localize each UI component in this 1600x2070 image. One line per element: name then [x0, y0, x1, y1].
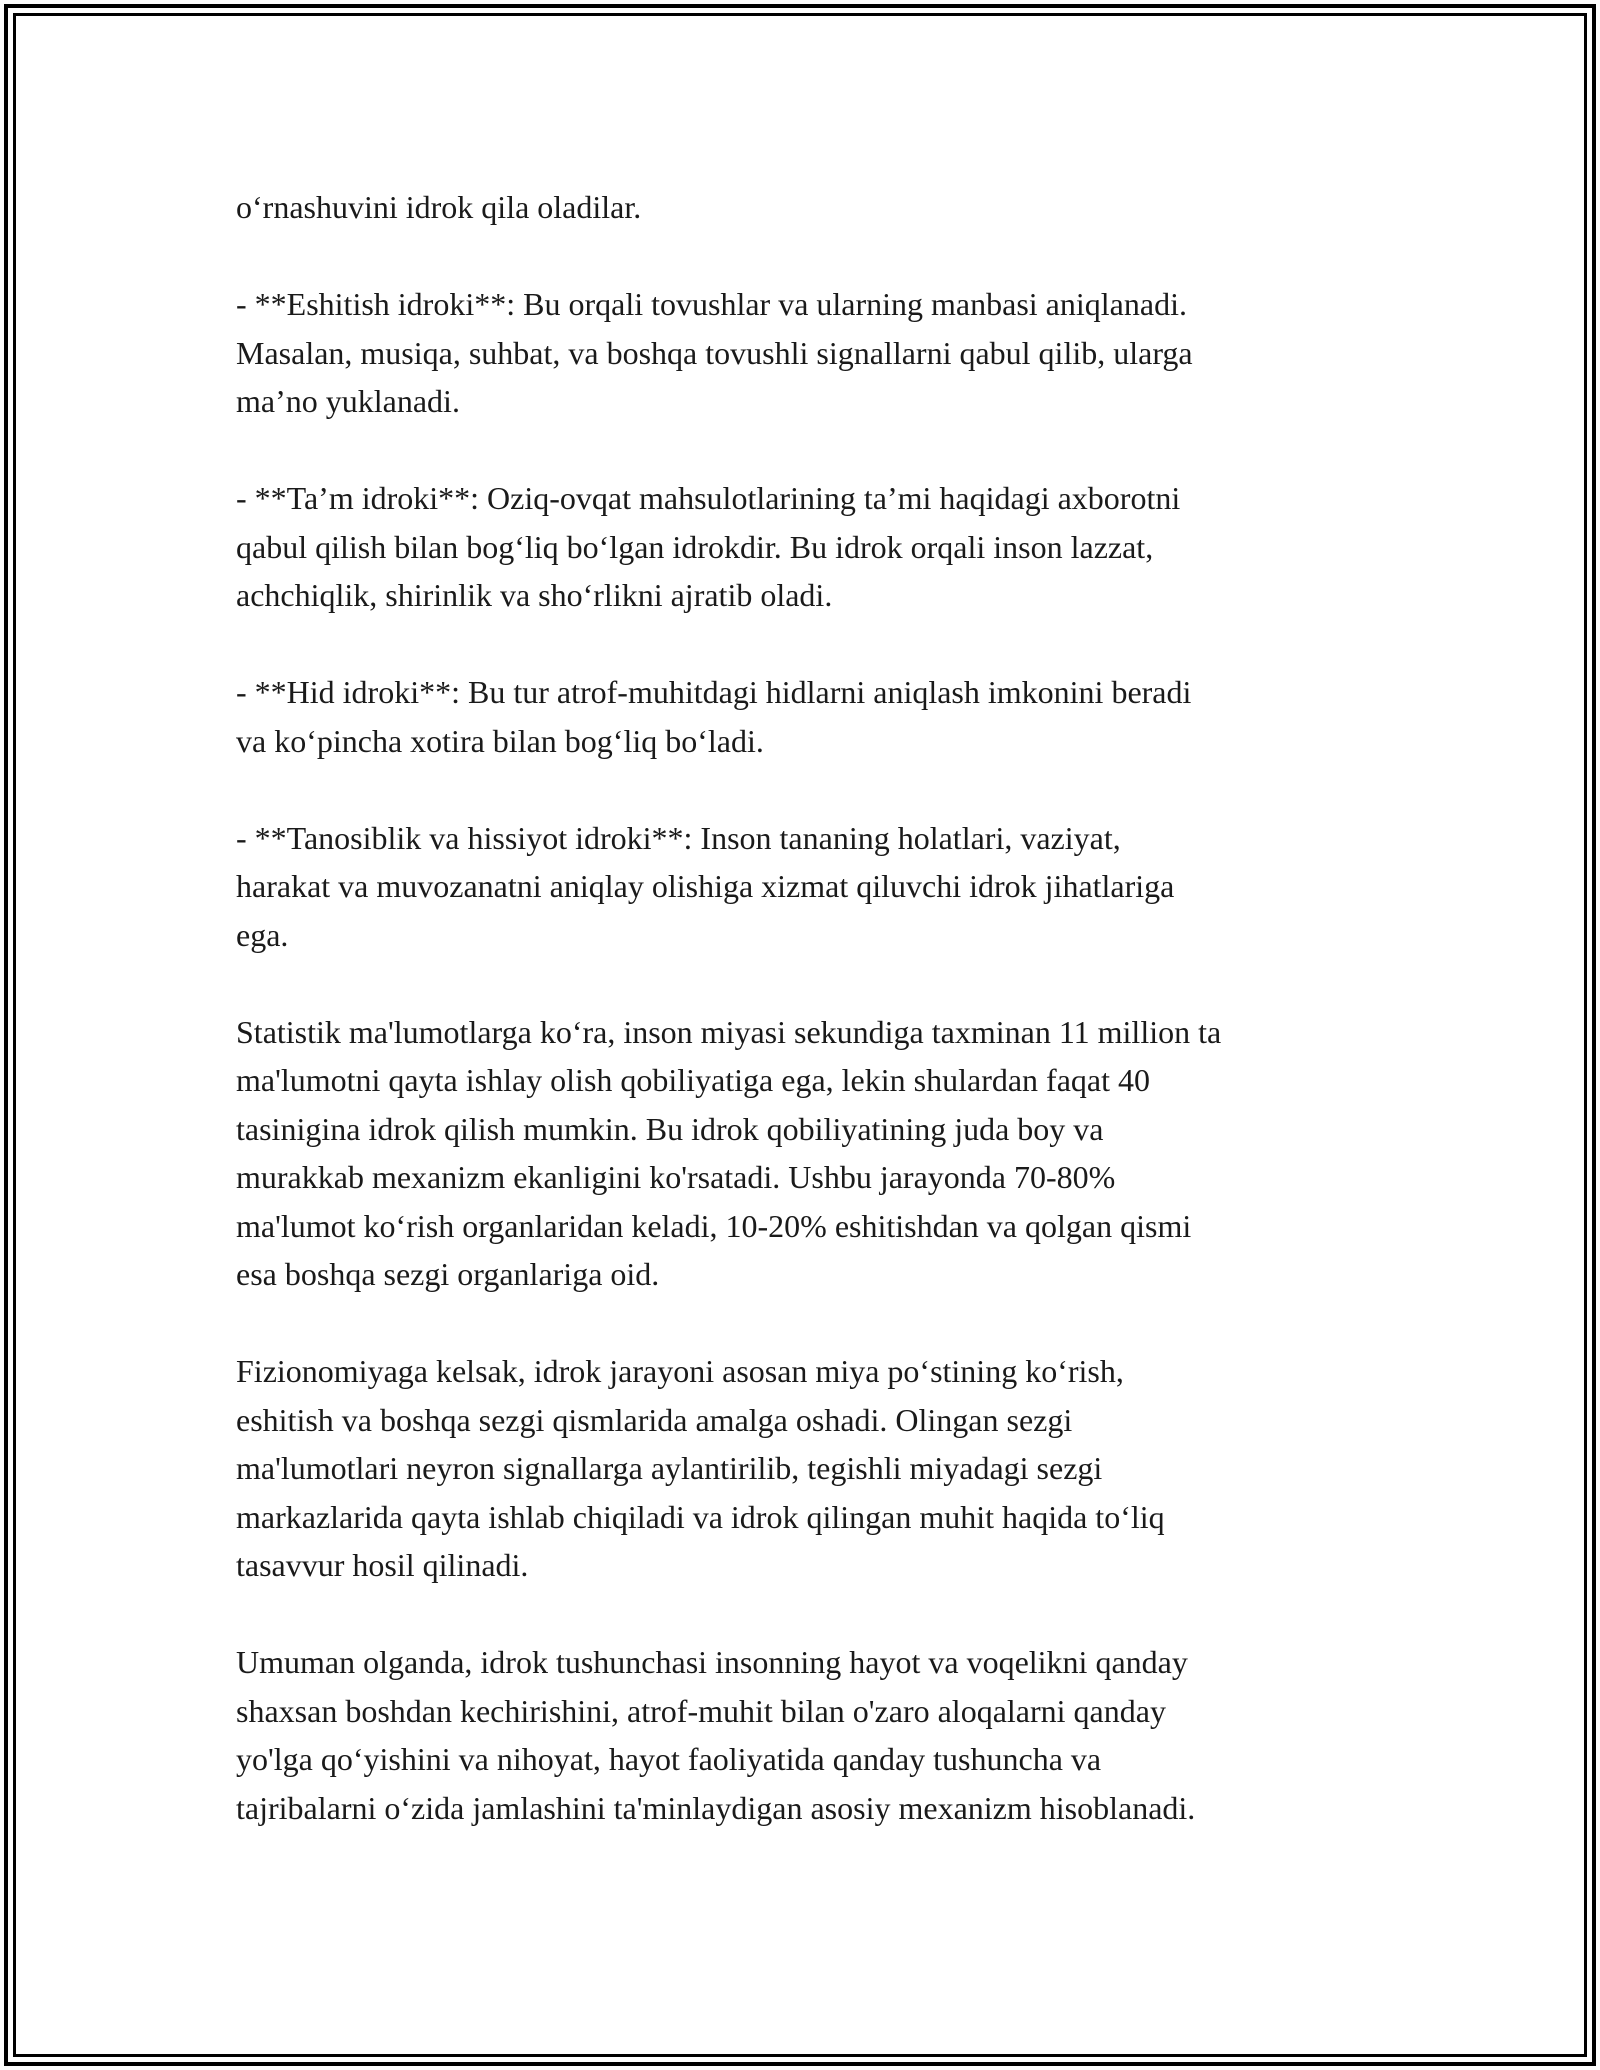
paragraph-continuation: o‘rnashuvini idrok qila oladilar.: [236, 189, 642, 225]
paragraph-tam-idroki: - **Ta’m idroki**: Oziq-ovqat mahsulotlarining ta’mi haqidagi axborotni qabul qilish bilan bog‘liq bo‘lgan idrokdir. Bu idrok orqali inson lazzat, achchiqlik, shirinlik va sho‘rlikni ajratib oladi.: [236, 480, 1181, 613]
paragraph-eshitish-idroki: - **Eshitish idroki**: Bu orqali tovushlar va ularning manbasi aniqlanadi. Masalan, musiqa, suhbat, va boshqa tovushli signallarni qabul qilib, ularga ma’no yuklanadi.: [236, 286, 1193, 419]
paragraph-statistics: Statistik ma'lumotlarga ko‘ra, inson miyasi sekundiga taxminan 11 million ta ma'lumotni qayta ishlay olish qobiliyatiga ega, lekin shulardan faqat 40 tasinigina idrok qilish mumkin. Bu idrok qobiliyatining juda boy va murakkab mexanizm ekanligini ko'rsatadi. Ushbu jarayonda 70-80% ma'lumot ko‘rish organlaridan keladi, 10-20% eshitishdan va qolgan qismi esa boshqa sezgi organlariga oid.: [236, 1013, 1222, 1292]
paragraph-fizionomiya: Fizionomiyaga kelsak, idrok jarayoni asosan miya po‘stining ko‘rish, eshitish va boshqa sezgi qismlarida amalga oshadi. Olingan sezgi ma'lumotlari neyron signallarga aylantirilib, tegishli miyadagi sezgi markazlarida qayta ishlab chiqiladi va idrok qilingan muhit haqida to‘liq tasavvur hosil qilinadi.: [236, 1353, 1165, 1583]
document-body: [236, 183, 1386, 1832]
paragraph-conclusion: Umuman olganda, idrok tushunchasi insonning hayot va voqelikni qanday shaxsan boshdan kechirishini, atrof-muhit bilan o'zaro aloqalarni qanday yo'lga qo‘yishini va nihoyat, hayot faoliyatida qanday tushuncha va tajribalarni o‘zida jamlashini ta'minlaydigan asosiy mexanizm hisoblanadi.: [236, 1644, 1196, 1826]
paragraph-tanosiblik-idroki: - **Tanosiblik va hissiyot idroki**: Inson tananing holatlari, vaziyat, harakat va muvozanatni aniqlay olishiga xizmat qiluvchi idrok jihatlariga ega.: [236, 819, 1175, 953]
paragraph-hid-idroki: - **Hid idroki**: Bu tur atrof-muhitdagi hidlarni aniqlash imkonini beradi va ko‘pincha xotira bilan bog‘liq bo‘ladi.: [236, 674, 1192, 759]
